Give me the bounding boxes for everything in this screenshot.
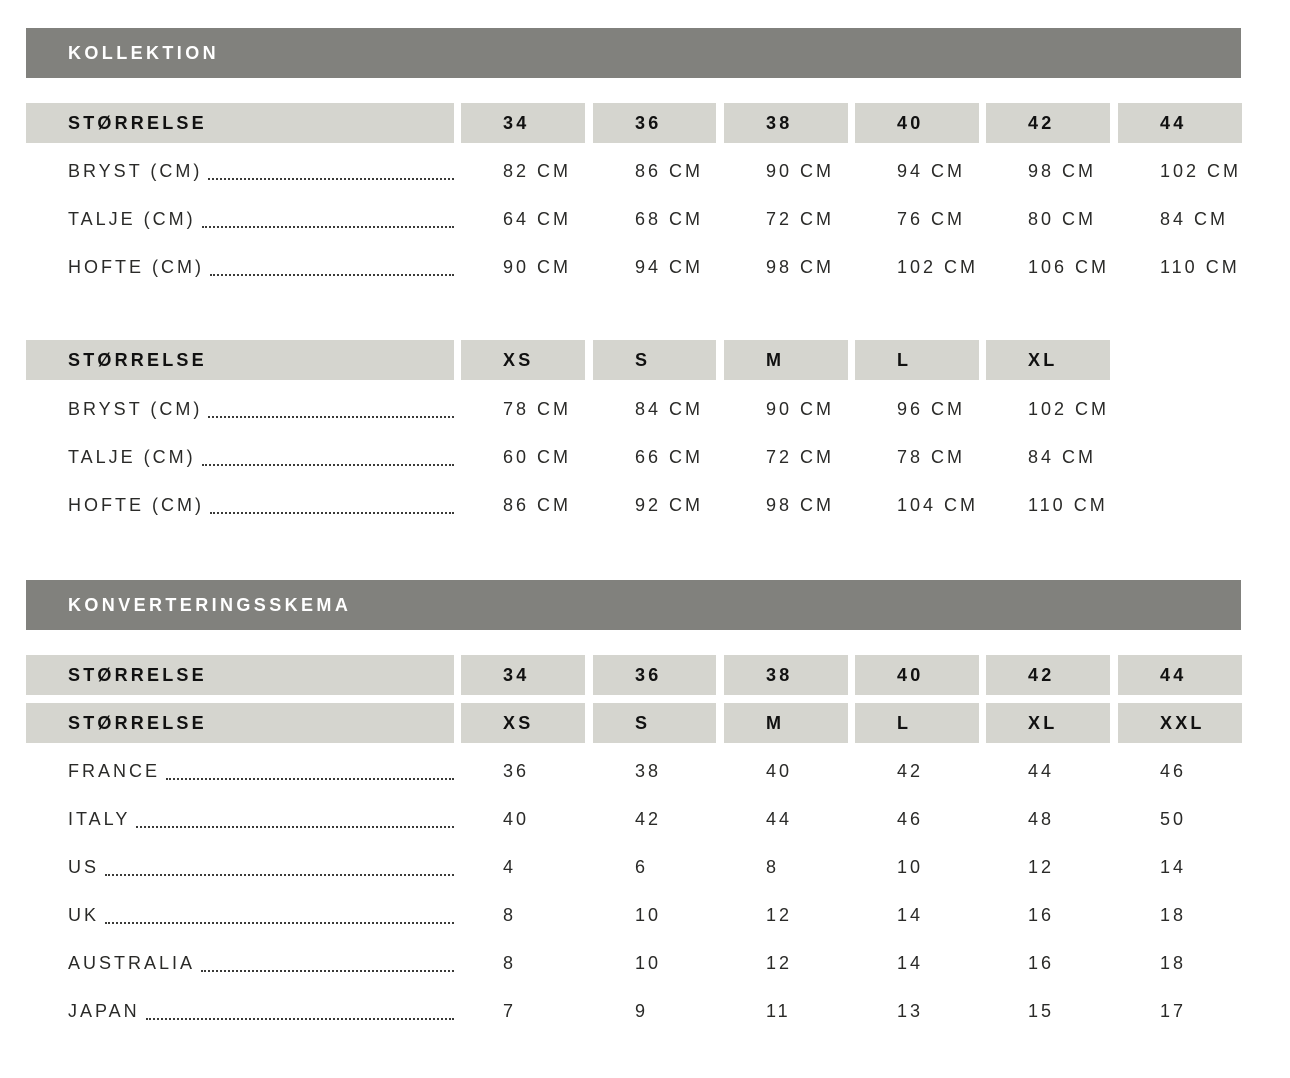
table-cell: 106 CM bbox=[1028, 257, 1110, 277]
header-size-label: STØRRELSE bbox=[26, 103, 454, 143]
table-cell: 90 CM bbox=[766, 161, 835, 181]
table-cell: 8 bbox=[503, 953, 517, 973]
header-size-40: 40 bbox=[855, 655, 979, 695]
dotted-leader bbox=[136, 826, 454, 828]
table-row bbox=[26, 991, 1241, 1031]
dotted-leader bbox=[202, 226, 454, 228]
header-size-34: 34 bbox=[461, 103, 585, 143]
row-label-cell bbox=[26, 247, 454, 287]
row-label: HOFTE (CM) bbox=[68, 257, 204, 277]
dotted-leader bbox=[208, 416, 454, 418]
row-label-cell bbox=[26, 199, 454, 239]
table-cell: 12 bbox=[766, 905, 793, 925]
header-size-42: 42 bbox=[986, 103, 1110, 143]
table-cell: 86 CM bbox=[635, 161, 704, 181]
row-label: HOFTE (CM) bbox=[68, 495, 204, 515]
table-cell: 42 bbox=[897, 761, 924, 781]
table-cell: 60 CM bbox=[503, 447, 572, 467]
collection-letter-header-row bbox=[26, 340, 1241, 380]
conversion-letter-header-row bbox=[26, 703, 1241, 743]
table-cell: 40 bbox=[766, 761, 793, 781]
row-label-cell bbox=[26, 799, 454, 839]
dotted-leader bbox=[201, 970, 454, 972]
row-label: JAPAN bbox=[68, 1001, 140, 1021]
dotted-leader bbox=[105, 874, 454, 876]
table-cell: 90 CM bbox=[766, 399, 835, 419]
table-cell: 98 CM bbox=[766, 495, 835, 515]
table-cell: 10 bbox=[635, 905, 662, 925]
row-label-cell bbox=[26, 151, 454, 191]
table-row bbox=[26, 247, 1241, 287]
table-cell: 48 bbox=[1028, 809, 1055, 829]
table-cell: 68 CM bbox=[635, 209, 704, 229]
table-cell: 12 bbox=[766, 953, 793, 973]
table-cell: 11 bbox=[766, 1001, 791, 1021]
row-label: BRYST (CM) bbox=[68, 161, 203, 181]
header-size-36: 36 bbox=[593, 103, 716, 143]
conversion-section-title: KONVERTERINGSSKEMA bbox=[26, 580, 1241, 630]
table-cell: 86 CM bbox=[503, 495, 572, 515]
row-label: US bbox=[68, 857, 100, 877]
table-cell: 82 CM bbox=[503, 161, 572, 181]
header-size-m: M bbox=[724, 340, 848, 380]
table-cell: 6 bbox=[635, 857, 649, 877]
table-row bbox=[26, 847, 1241, 887]
table-cell: 66 CM bbox=[635, 447, 704, 467]
table-cell: 8 bbox=[503, 905, 517, 925]
table-cell: 46 bbox=[1160, 761, 1187, 781]
table-cell: 102 CM bbox=[897, 257, 979, 277]
table-cell: 10 bbox=[897, 857, 924, 877]
table-cell: 46 bbox=[897, 809, 924, 829]
row-label: TALJE (CM) bbox=[68, 209, 196, 229]
table-cell: 84 CM bbox=[635, 399, 704, 419]
row-label: TALJE (CM) bbox=[68, 447, 196, 467]
table-cell: 42 bbox=[635, 809, 662, 829]
row-label-cell bbox=[26, 389, 454, 429]
table-cell: 72 CM bbox=[766, 209, 835, 229]
header-size-36: 36 bbox=[593, 655, 716, 695]
table-cell: 94 CM bbox=[897, 161, 966, 181]
header-size-s: S bbox=[593, 340, 716, 380]
table-cell: 17 bbox=[1160, 1001, 1187, 1021]
table-cell: 4 bbox=[503, 857, 517, 877]
table-cell: 72 CM bbox=[766, 447, 835, 467]
row-label-cell bbox=[26, 847, 454, 887]
row-label: BRYST (CM) bbox=[68, 399, 203, 419]
row-label-cell bbox=[26, 485, 454, 525]
table-row bbox=[26, 799, 1241, 839]
table-cell: 14 bbox=[897, 905, 924, 925]
table-cell: 78 CM bbox=[503, 399, 572, 419]
table-cell: 94 CM bbox=[635, 257, 704, 277]
dotted-leader bbox=[210, 274, 454, 276]
table-row bbox=[26, 895, 1241, 935]
header-size-xl: XL bbox=[986, 340, 1110, 380]
header-size-42: 42 bbox=[986, 655, 1110, 695]
row-label-cell bbox=[26, 943, 454, 983]
table-cell: 84 CM bbox=[1160, 209, 1229, 229]
table-row bbox=[26, 199, 1241, 239]
table-cell: 50 bbox=[1160, 809, 1187, 829]
table-cell: 64 CM bbox=[503, 209, 572, 229]
header-size-44: 44 bbox=[1118, 103, 1242, 143]
row-label: AUSTRALIA bbox=[68, 953, 196, 973]
table-cell: 98 CM bbox=[766, 257, 835, 277]
row-label-cell bbox=[26, 437, 454, 477]
dotted-leader bbox=[146, 1018, 454, 1020]
header-size-label: STØRRELSE bbox=[26, 655, 454, 695]
header-size-38: 38 bbox=[724, 655, 848, 695]
table-cell: 96 CM bbox=[897, 399, 966, 419]
collection-numeric-header-row bbox=[26, 103, 1241, 143]
table-cell: 110 CM bbox=[1028, 495, 1108, 515]
table-cell: 44 bbox=[766, 809, 793, 829]
table-cell: 84 CM bbox=[1028, 447, 1097, 467]
header-size-l: L bbox=[855, 340, 979, 380]
header-size-34: 34 bbox=[461, 655, 585, 695]
table-row bbox=[26, 151, 1241, 191]
table-cell: 12 bbox=[1028, 857, 1055, 877]
row-label: UK bbox=[68, 905, 100, 925]
table-cell: 18 bbox=[1160, 905, 1187, 925]
table-cell: 76 CM bbox=[897, 209, 966, 229]
header-size-xs: XS bbox=[461, 340, 585, 380]
header-size-xxl: XXL bbox=[1118, 703, 1242, 743]
table-cell: 92 CM bbox=[635, 495, 704, 515]
table-cell: 14 bbox=[1160, 857, 1187, 877]
dotted-leader bbox=[208, 178, 454, 180]
table-cell: 7 bbox=[503, 1001, 517, 1021]
table-cell: 8 bbox=[766, 857, 780, 877]
table-cell: 9 bbox=[635, 1001, 649, 1021]
table-row bbox=[26, 751, 1241, 791]
dotted-leader bbox=[166, 778, 454, 780]
table-cell: 13 bbox=[897, 1001, 924, 1021]
header-size-s: S bbox=[593, 703, 716, 743]
collection-section-title: KOLLEKTION bbox=[26, 28, 1241, 78]
table-cell: 14 bbox=[897, 953, 924, 973]
table-cell: 90 CM bbox=[503, 257, 572, 277]
table-cell: 102 CM bbox=[1028, 399, 1110, 419]
header-size-40: 40 bbox=[855, 103, 979, 143]
header-size-38: 38 bbox=[724, 103, 848, 143]
table-row bbox=[26, 943, 1241, 983]
table-cell: 15 bbox=[1028, 1001, 1055, 1021]
table-cell: 104 CM bbox=[897, 495, 979, 515]
table-cell: 16 bbox=[1028, 953, 1055, 973]
header-size-l: L bbox=[855, 703, 979, 743]
dotted-leader bbox=[210, 512, 454, 514]
table-cell: 110 CM bbox=[1160, 257, 1240, 277]
table-row bbox=[26, 437, 1241, 477]
header-size-xl: XL bbox=[986, 703, 1110, 743]
row-label: ITALY bbox=[68, 809, 131, 829]
table-row bbox=[26, 389, 1241, 429]
table-cell: 10 bbox=[635, 953, 662, 973]
header-size-xs: XS bbox=[461, 703, 585, 743]
table-cell: 40 bbox=[503, 809, 530, 829]
conversion-numeric-header-row bbox=[26, 655, 1241, 695]
table-cell: 18 bbox=[1160, 953, 1187, 973]
table-cell: 102 CM bbox=[1160, 161, 1242, 181]
dotted-leader bbox=[202, 464, 454, 466]
header-size-label: STØRRELSE bbox=[26, 703, 454, 743]
table-row bbox=[26, 485, 1241, 525]
header-size-44: 44 bbox=[1118, 655, 1242, 695]
header-size-m: M bbox=[724, 703, 848, 743]
dotted-leader bbox=[105, 922, 454, 924]
table-cell: 36 bbox=[503, 761, 530, 781]
table-cell: 44 bbox=[1028, 761, 1055, 781]
table-cell: 16 bbox=[1028, 905, 1055, 925]
row-label-cell bbox=[26, 751, 454, 791]
table-cell: 78 CM bbox=[897, 447, 966, 467]
row-label: FRANCE bbox=[68, 761, 161, 781]
header-size-label: STØRRELSE bbox=[26, 340, 454, 380]
table-cell: 38 bbox=[635, 761, 662, 781]
row-label-cell bbox=[26, 991, 454, 1031]
table-cell: 98 CM bbox=[1028, 161, 1097, 181]
row-label-cell bbox=[26, 895, 454, 935]
table-cell: 80 CM bbox=[1028, 209, 1097, 229]
